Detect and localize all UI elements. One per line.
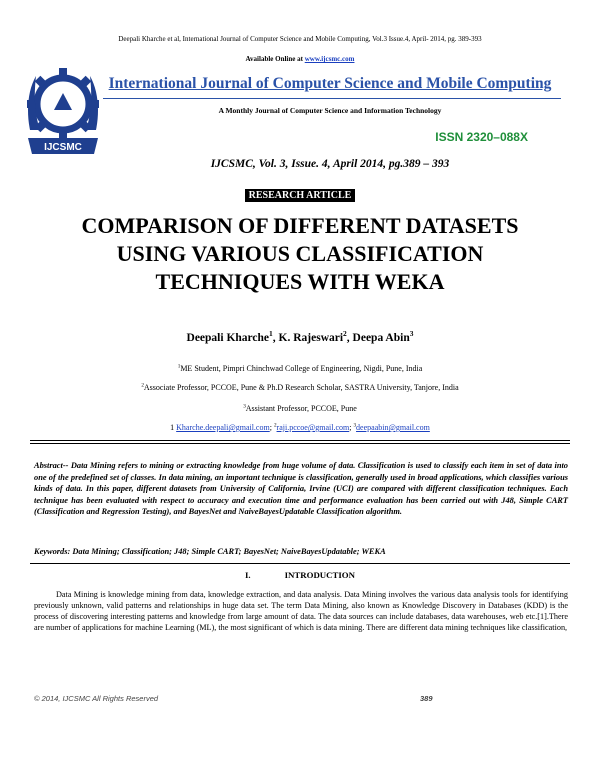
email-line	[0, 423, 600, 432]
section-number: I.	[244, 570, 251, 580]
title-line: USING VARIOUS CLASSIFICATION	[116, 241, 484, 266]
author-name: K. Rajeswari	[278, 332, 344, 344]
journal-subtitle: A Monthly Journal of Computer Science and Information Technology	[218, 106, 442, 115]
email-separator: ;	[269, 423, 274, 432]
title-line: TECHNIQUES WITH WEKA	[155, 269, 445, 294]
author-list	[0, 329, 600, 344]
affiliation-sup: 3	[243, 403, 246, 410]
email-prefix: 1	[170, 423, 177, 432]
logo-label: IJCSMC	[44, 142, 82, 153]
email-sup: 2	[273, 422, 277, 429]
abstract: Abstract-- Data Mining refers to mining or extracting knowledge from huge volume of data. Classification is used to classify each item in set of data into one of the predefined set of classes. In data mining, an important technique is classification, generally used in broad applications, which classifies various kinds of data. In this paper, different datasets from University of California, Irvine (UCI) are compared with different classification techniques. Each technique has been evaluated with respect to accuracy and execution time and performance evaluation has been carried out with J48, Simple CART (Classification and Regression Testing), and BayesNet and NaiveBayesUpdatable Classification algorithm.	[34, 461, 568, 517]
author-separator: ,	[272, 332, 279, 344]
affiliation-sup: 1	[177, 363, 181, 370]
affiliation	[0, 383, 600, 392]
author-name: Deepali Kharche	[186, 332, 270, 344]
citation: IJCSMC, Vol. 3, Issue. 4, April 2014, pg.389 – 393	[210, 158, 450, 170]
intro-paragraph: Data Mining is knowledge mining from data, knowledge extraction, and data analysis. Data Mining involves the various data analysis tools for identifying previously unknown, valid patterns and relationships in huge data set. The term Data Mining, also known as Knowledge Discovery in Databases (KDD) is the process of discovering interesting patterns and knowledge from large amount of data. The data sources can include databases, data warehouses, web etc.[1].There are number of applications for machine Learning (ML), the most significant of which is data mining. There are different data mining techniques like classification,	[34, 590, 568, 632]
keywords: Keywords: Data Mining; Classification; J48; Simple CART; BayesNet; NaiveBayesUpdatable; WEKA	[34, 547, 386, 556]
email-sup: 3	[353, 422, 357, 429]
author-sup: 1	[269, 329, 273, 339]
divider	[30, 443, 570, 444]
article-type-badge	[0, 185, 600, 203]
author-name: Deepa Abin	[352, 332, 410, 344]
title-rule	[103, 98, 561, 99]
copyright: © 2014, IJCSMC All Rights Reserved	[34, 694, 159, 703]
title-line: COMPARISON OF DIFFERENT DATASETS	[81, 213, 519, 238]
paper-title	[0, 212, 600, 296]
email-link-2[interactable]: raji.pccoe@gmail.com	[276, 423, 350, 432]
article-type-label: RESEARCH ARTICLE	[245, 189, 356, 202]
author-separator: ,	[346, 332, 353, 344]
email-link-1[interactable]: Kharche.deepali@gmail.com	[176, 423, 270, 432]
email-link-3[interactable]: deepaabin@gmail.com	[356, 423, 430, 432]
affiliation-text: ME Student, Pimpri Chinchwad College of Engineering, Nigdi, Pune, India	[180, 364, 423, 373]
available-label: Available Online at	[245, 55, 305, 63]
page-number: 389	[420, 694, 433, 703]
affiliation-text: Assistant Professor, PCCOE, Pune	[245, 404, 357, 413]
email-separator: ;	[349, 423, 354, 432]
affiliation-sup: 2	[141, 382, 144, 389]
divider	[30, 563, 570, 564]
running-head: Deepali Kharche et al, International Journal of Computer Science and Mobile Computing, Vol.3 Issue.4, April- 2014, pg. 389-393	[118, 35, 482, 43]
affiliation-text: Associate Professor, PCCOE, Pune & Ph.D Research Scholar, SASTRA University, Tanjore, India	[143, 383, 459, 392]
author-sup: 3	[409, 329, 414, 339]
issn: ISSN 2320–088X	[435, 130, 528, 144]
journal-title: International Journal of Computer Science and Mobile Computing	[108, 75, 552, 92]
author-sup: 2	[343, 329, 347, 339]
journal-website-link[interactable]: www.ijcsmc.com	[304, 55, 355, 63]
section-title: INTRODUCTION	[284, 570, 355, 580]
divider	[30, 440, 570, 441]
affiliation	[0, 364, 600, 373]
section-heading	[0, 570, 600, 580]
affiliation	[0, 404, 600, 413]
